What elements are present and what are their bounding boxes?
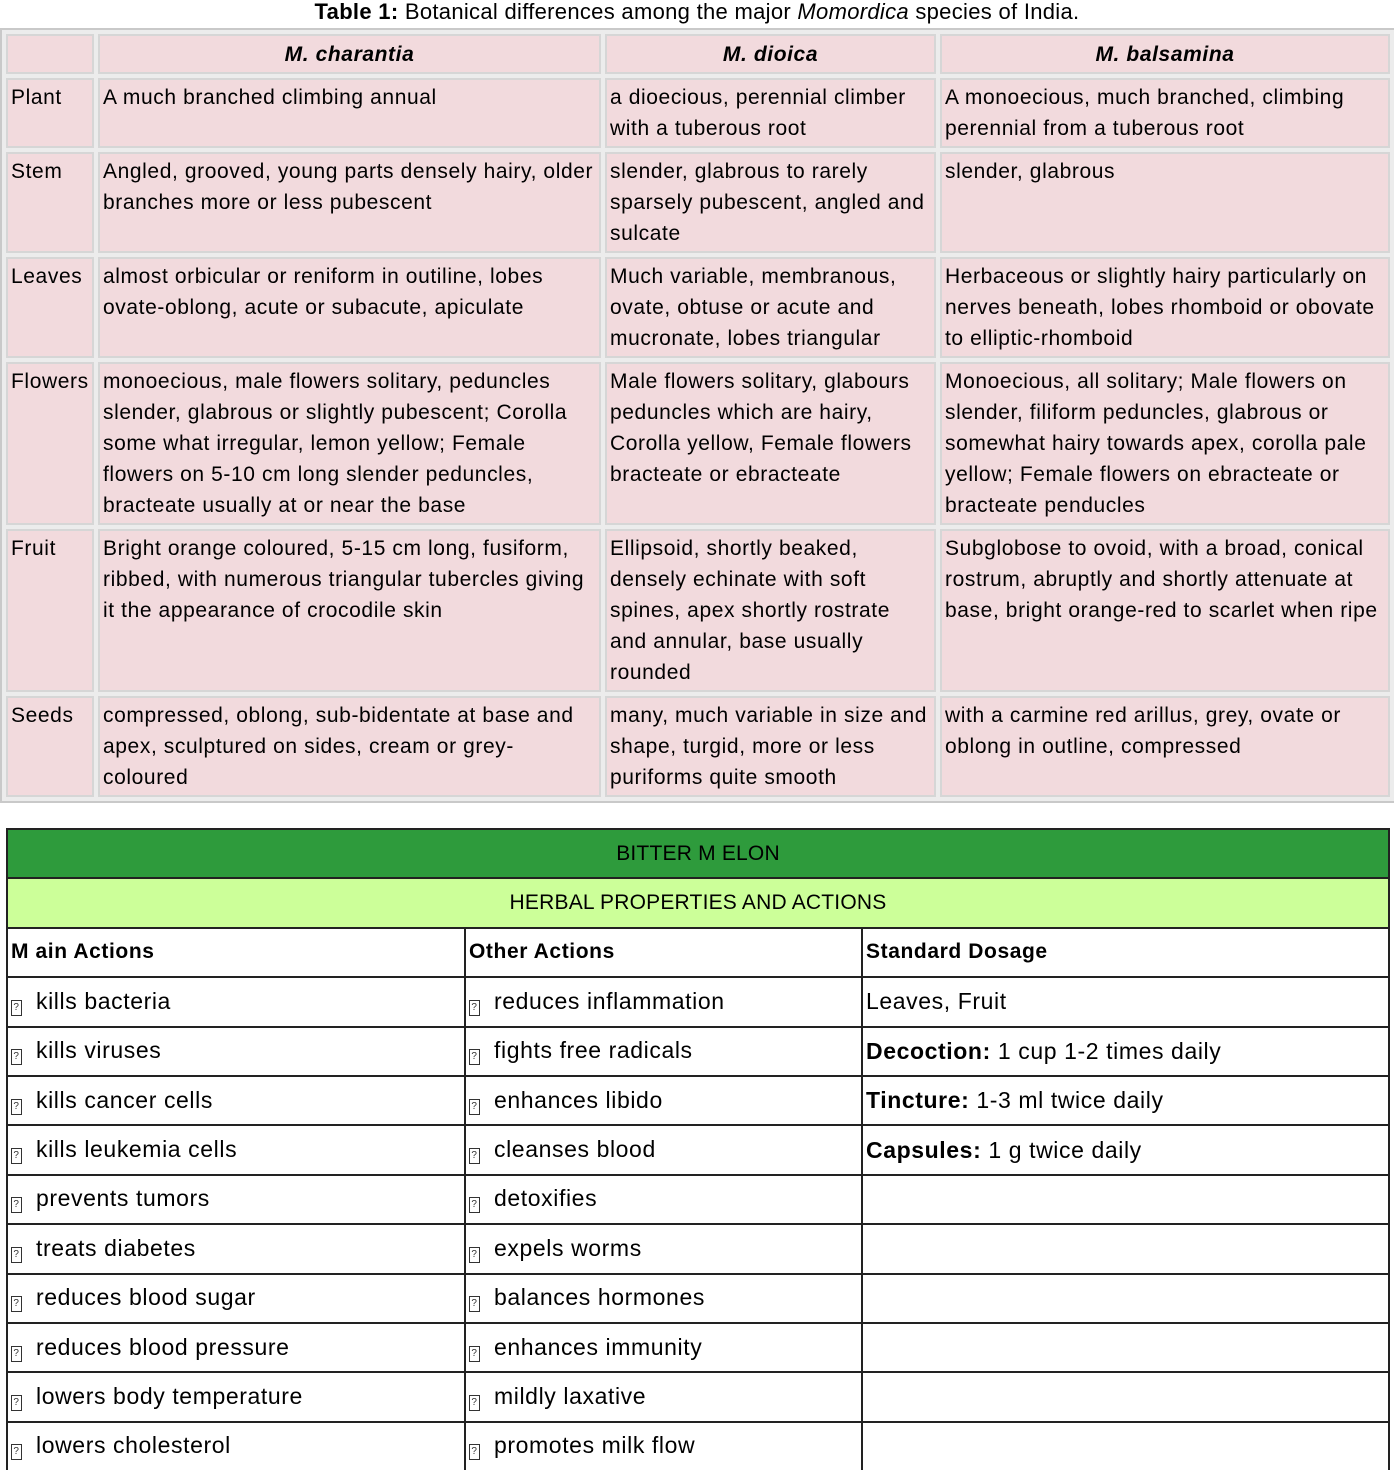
- main-action-item-text: reduces blood sugar: [36, 1284, 256, 1311]
- main-action-item-text: lowers cholesterol: [36, 1432, 231, 1459]
- table-row: [7, 1076, 1389, 1125]
- other-action-item: [465, 1175, 862, 1224]
- cell-charantia: almost orbicular or reniform in outiline, lobes ovate-oblong, acute or subacute, apiculate: [98, 257, 601, 358]
- row-label-plant: Plant: [6, 78, 94, 148]
- cell-charantia: Bright orange coloured, 5-15 cm long, fusiform, ribbed, with numerous triangular tubercles giving it the appearance of crocodile skin: [98, 529, 601, 692]
- main-action-item-text: lowers body temperature: [36, 1382, 303, 1409]
- row-label-flowers: Flowers: [6, 362, 94, 525]
- caption-text-after: species of India.: [908, 0, 1080, 24]
- cell-dioica: Ellipsoid, shortly beaked, densely echinate with soft spines, apex shortly rostrate and annular, base usually rounded: [605, 529, 936, 692]
- other-action-item: [465, 1422, 862, 1470]
- main-action-item: [7, 1372, 465, 1421]
- bitter-melon-body: [7, 977, 1389, 1470]
- header-m-dioica: M. dioica: [605, 34, 936, 74]
- other-action-item-text: enhances immunity: [494, 1333, 703, 1360]
- main-action-item-text: kills bacteria: [36, 987, 171, 1014]
- main-action-item: [7, 1224, 465, 1273]
- dosage-value: 1 cup 1-2 times daily: [990, 1037, 1222, 1064]
- main-action-item-text: kills leukemia cells: [36, 1136, 238, 1163]
- missing-glyph-icon: ?: [11, 1395, 22, 1411]
- caption-text-before: Botanical differences among the major: [398, 0, 798, 24]
- main-action-item: [7, 1422, 465, 1470]
- cell-balsamina: A monoecious, much branched, climbing perennial from a tuberous root: [940, 78, 1390, 148]
- cell-charantia: monoecious, male flowers solitary, peduncles slender, glabrous or slightly pubescent; Corolla some what irregular, lemon yellow; Female flowers on 5-10 cm long slender peduncles, bracteate usually at or near the base: [98, 362, 601, 525]
- main-action-item-text: kills viruses: [36, 1037, 162, 1064]
- table-row: [7, 1274, 1389, 1323]
- main-action-item: [7, 977, 465, 1026]
- table-row: [6, 257, 1390, 358]
- other-action-item-text: enhances libido: [494, 1086, 663, 1113]
- table-row: [7, 1422, 1389, 1470]
- table1-header-row: [6, 34, 1390, 74]
- cell-dioica: Much variable, membranous, ovate, obtuse or acute and mucronate, lobes triangular: [605, 257, 936, 358]
- cell-dioica: Male flowers solitary, glabours peduncles which are hairy, Corolla yellow, Female flowers bracteate or ebracteate: [605, 362, 936, 525]
- dosage-cell: [862, 1125, 1389, 1174]
- missing-glyph-icon: ?: [469, 1296, 480, 1312]
- other-action-item: [465, 1323, 862, 1372]
- cell-dioica: many, much variable in size and shape, turgid, more or less puriforms quite smooth: [605, 696, 936, 797]
- row-label-fruit: Fruit: [6, 529, 94, 692]
- other-action-item: [465, 1224, 862, 1273]
- table-row: [7, 1372, 1389, 1421]
- missing-glyph-icon: ?: [11, 1346, 22, 1362]
- table-row: [7, 1125, 1389, 1174]
- dosage-label: Tincture:: [866, 1087, 970, 1114]
- main-action-item-text: kills cancer cells: [36, 1086, 213, 1113]
- main-action-item: [7, 1175, 465, 1224]
- missing-glyph-icon: ?: [11, 1148, 22, 1164]
- missing-glyph-icon: ?: [469, 1049, 480, 1065]
- other-action-item-text: detoxifies: [494, 1185, 598, 1212]
- cell-balsamina: Herbaceous or slightly hairy particularly on nerves beneath, lobes rhomboid or obovate to elliptic-rhomboid: [940, 257, 1390, 358]
- bitter-melon-title-row: [7, 829, 1389, 878]
- dosage-value: Leaves, Fruit: [866, 988, 1007, 1015]
- cell-balsamina: Monoecious, all solitary; Male flowers on slender, filiform peduncles, glabrous or somewhat hairy towards apex, corolla pale yellow; Female flowers on ebracteate or bracteate penducles: [940, 362, 1390, 525]
- bitter-melon-subtitle-row: [7, 878, 1389, 927]
- missing-glyph-icon: ?: [469, 1148, 480, 1164]
- other-action-item-text: expels worms: [494, 1234, 642, 1261]
- missing-glyph-icon: ?: [469, 1444, 480, 1460]
- dosage-cell: [862, 1422, 1389, 1470]
- missing-glyph-icon: ?: [469, 1247, 480, 1263]
- other-action-item-text: fights free radicals: [494, 1037, 693, 1064]
- bitter-melon-header-row: [7, 928, 1389, 977]
- main-action-item: [7, 1274, 465, 1323]
- missing-glyph-icon: ?: [469, 1395, 480, 1411]
- dosage-cell: [862, 1175, 1389, 1224]
- cell-balsamina: with a carmine red arillus, grey, ovate or oblong in outline, compressed: [940, 696, 1390, 797]
- herbal-properties-subtitle: HERBAL PROPERTIES AND ACTIONS: [7, 878, 1389, 927]
- main-action-item-text: treats diabetes: [36, 1234, 196, 1261]
- missing-glyph-icon: ?: [11, 1099, 22, 1115]
- other-action-item-text: balances hormones: [494, 1284, 705, 1311]
- main-action-item-text: prevents tumors: [36, 1185, 210, 1212]
- dosage-label: Capsules:: [866, 1136, 982, 1163]
- missing-glyph-icon: ?: [11, 1000, 22, 1016]
- cell-balsamina: slender, glabrous: [940, 152, 1390, 253]
- other-action-item: [465, 1274, 862, 1323]
- other-action-item: [465, 977, 862, 1026]
- main-action-item: [7, 1125, 465, 1174]
- cell-charantia: Angled, grooved, young parts densely hairy, older branches more or less pubescent: [98, 152, 601, 253]
- row-label-seeds: Seeds: [6, 696, 94, 797]
- missing-glyph-icon: ?: [469, 1197, 480, 1213]
- missing-glyph-icon: ?: [11, 1444, 22, 1460]
- other-action-item-text: promotes milk flow: [494, 1432, 696, 1459]
- dosage-cell: [862, 1372, 1389, 1421]
- main-action-item-text: reduces blood pressure: [36, 1333, 290, 1360]
- main-action-item: [7, 1076, 465, 1125]
- table-row: [7, 1175, 1389, 1224]
- cell-charantia: compressed, oblong, sub-bidentate at base and apex, sculptured on sides, cream or grey-coloured: [98, 696, 601, 797]
- cell-balsamina: Subglobose to ovoid, with a broad, conical rostrum, abruptly and shortly attenuate at base, bright orange-red to scarlet when ripe: [940, 529, 1390, 692]
- dosage-label: Decoction:: [866, 1037, 991, 1064]
- dosage-value: 1 g twice daily: [981, 1136, 1142, 1163]
- table-row: [6, 362, 1390, 525]
- missing-glyph-icon: ?: [11, 1296, 22, 1312]
- other-action-item: [465, 1076, 862, 1125]
- table-row: [7, 1224, 1389, 1273]
- missing-glyph-icon: ?: [469, 1099, 480, 1115]
- table1-caption: [0, 0, 1394, 26]
- main-action-item: [7, 1323, 465, 1372]
- dosage-cell: [862, 1323, 1389, 1372]
- missing-glyph-icon: ?: [11, 1197, 22, 1213]
- header-other-actions: Other Actions: [465, 928, 862, 977]
- main-action-item: [7, 1027, 465, 1076]
- table-row: [7, 1323, 1389, 1372]
- dosage-cell: [862, 1224, 1389, 1273]
- other-action-item-text: reduces inflammation: [494, 987, 725, 1014]
- table-row: [7, 977, 1389, 1026]
- bitter-melon-table: [6, 828, 1390, 1470]
- cell-dioica: slender, glabrous to rarely sparsely pubescent, angled and sulcate: [605, 152, 936, 253]
- header-standard-dosage: Standard Dosage: [862, 928, 1389, 977]
- missing-glyph-icon: ?: [11, 1247, 22, 1263]
- cell-charantia: A much branched climbing annual: [98, 78, 601, 148]
- row-label-stem: Stem: [6, 152, 94, 253]
- header-m-charantia: M. charantia: [98, 34, 601, 74]
- bitter-melon-title: BITTER M ELON: [7, 829, 1389, 878]
- caption-genus: Momordica: [797, 0, 909, 24]
- table-row: [6, 696, 1390, 797]
- other-action-item: [465, 1372, 862, 1421]
- other-action-item-text: mildly laxative: [494, 1382, 647, 1409]
- dosage-value: 1-3 ml twice daily: [969, 1087, 1164, 1114]
- dosage-cell: [862, 977, 1389, 1026]
- table-row: [6, 78, 1390, 148]
- dosage-cell: [862, 1027, 1389, 1076]
- other-action-item-text: cleanses blood: [494, 1136, 656, 1163]
- row-label-leaves: Leaves: [6, 257, 94, 358]
- header-empty: [6, 34, 94, 74]
- dosage-cell: [862, 1076, 1389, 1125]
- missing-glyph-icon: ?: [469, 1000, 480, 1016]
- other-action-item: [465, 1125, 862, 1174]
- botanical-differences-table: [0, 28, 1394, 803]
- header-main-actions: M ain Actions: [7, 928, 465, 977]
- missing-glyph-icon: ?: [469, 1346, 480, 1362]
- table-row: [6, 529, 1390, 692]
- table-row: [6, 152, 1390, 253]
- missing-glyph-icon: ?: [11, 1049, 22, 1065]
- header-m-balsamina: M. balsamina: [940, 34, 1390, 74]
- cell-dioica: a dioecious, perennial climber with a tuberous root: [605, 78, 936, 148]
- other-action-item: [465, 1027, 862, 1076]
- table-row: [7, 1027, 1389, 1076]
- caption-label: Table 1:: [314, 0, 399, 24]
- dosage-cell: [862, 1274, 1389, 1323]
